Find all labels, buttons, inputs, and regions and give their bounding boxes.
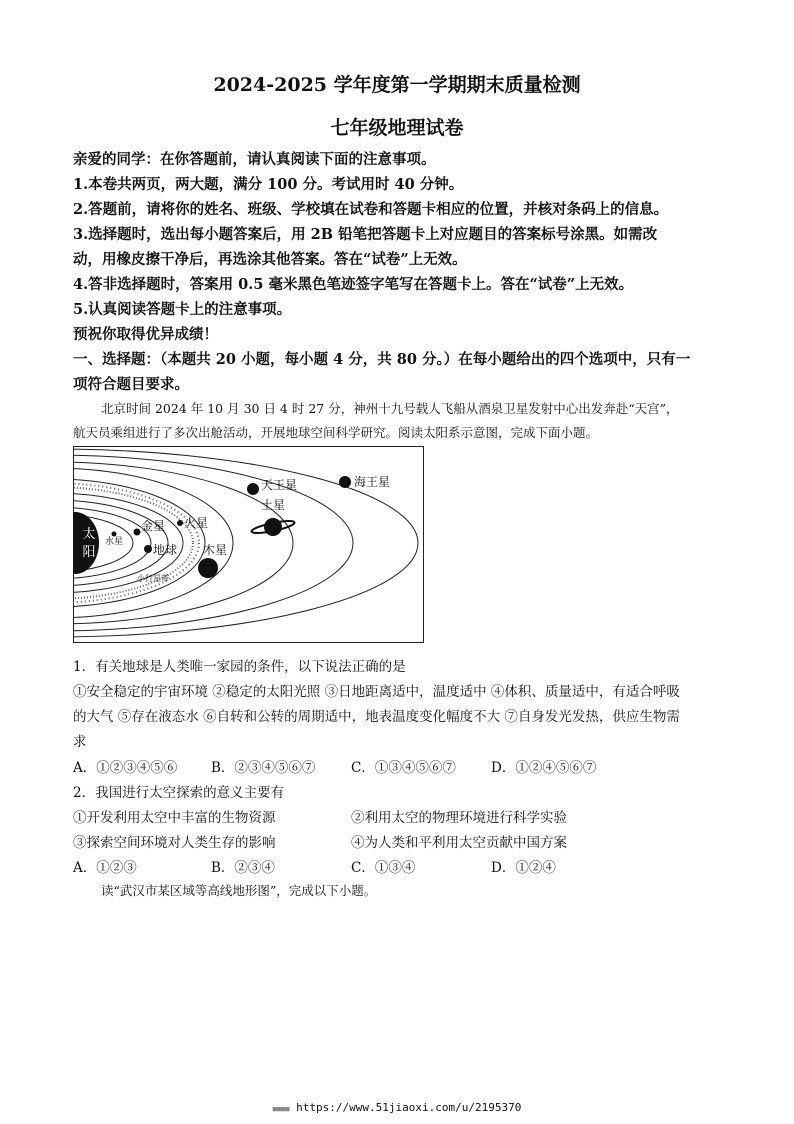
saturn-label-1: 土: [261, 498, 274, 512]
mercury-label: 水星: [105, 537, 124, 547]
passage1-line1: 北京时间 2024 年 10 月 30 日 4 时 27 分，神州十九号载人飞船从酒泉卫星发射中心出发奔赴“天宫”，: [101, 401, 679, 416]
note-4: 4.答非选择题时，答案用 0.5 毫米黑色笔迹签字笔写在答题卡上。答在“试卷”上无效。: [73, 276, 634, 293]
section1-heading-line1: 一、选择题：（本题共 20 小题，每小题 4 分，共 80 分。）在每小题给出的四个选项中，只有一: [73, 351, 691, 368]
q1-line2: 的大气 ⑤存在液态水 ⑥自转和公转的周期适中，地表温度变化幅度不大 ⑦自身发光发热，供应生物需: [73, 709, 680, 725]
q1-option-d[interactable]: D．①②④⑤⑥⑦: [491, 760, 597, 776]
sun-label-1: 太: [82, 527, 96, 542]
passage2: 读“武汉市某区域等高线地形图”，完成以下小题。: [101, 883, 377, 898]
saturn-label-2: 星: [273, 498, 286, 512]
neptune-label: 海王星: [354, 475, 391, 489]
jupiter-label: 木星: [203, 543, 228, 557]
note-5: 5.认真阅读答题卡上的注意事项。: [73, 301, 292, 318]
q2-option-a[interactable]: A．①②③: [73, 860, 137, 876]
asteroid-belt-label: 小行星带: [137, 574, 169, 583]
earth: [144, 545, 152, 553]
solar-system-diagram: [73, 446, 424, 643]
exam-subtitle: 七年级地理试卷: [330, 117, 464, 139]
uranus: [247, 483, 259, 495]
venus-label: 金星: [141, 519, 166, 533]
note-3-line2: 动，用橡皮擦干净后，再选涂其他答案。答在“试卷”上无效。: [73, 251, 467, 268]
section1-heading-line2: 项符合题目要求。: [73, 376, 189, 393]
note-3-line1: 3.选择题时，选出每小题答案后，用 2B 铅笔把答题卡上对应题目的答案标号涂黑。如需改: [73, 226, 658, 243]
venus: [134, 529, 141, 536]
q2-option-d[interactable]: D．①②④: [491, 860, 556, 876]
note-2: 2.答题前，请将你的姓名、班级、学校填在试卷和答题卡相应的位置，并核对条码上的信息。: [73, 201, 669, 218]
q2-option-c[interactable]: C．①③④: [351, 860, 416, 876]
q1-stem: 1．有关地球是人类唯一家园的条件，以下说法正确的是: [73, 659, 406, 675]
q1-option-c[interactable]: C．①③④⑤⑥⑦: [351, 760, 456, 776]
footer-prefix: ■■■■: [272, 1105, 290, 1113]
uranus-label: 天王星: [261, 478, 298, 492]
jupiter: [198, 558, 218, 578]
mars-label: 火星: [184, 516, 209, 530]
mars: [177, 520, 183, 526]
q2-option-b[interactable]: B．②③④: [211, 860, 275, 876]
q1-option-b[interactable]: B．②③④⑤⑥⑦: [211, 760, 316, 776]
earth-label: 地球: [153, 543, 178, 557]
passage1-line2: 航天员乘组进行了多次出舱活动，开展地球空间科学研究。阅读太阳系示意图，完成下面小题。: [73, 425, 599, 440]
notes-intro: 亲爱的同学：在你答题前，请认真阅读下面的注意事项。: [73, 151, 436, 168]
mercury: [112, 532, 117, 537]
note-1: 1.本卷共两页，两大题，满分 100 分。考试用时 40 分钟。: [73, 176, 464, 193]
note-wish: 预祝你取得优异成绩！: [73, 326, 218, 343]
q2-item-3: ③探索空间环境对人类生存的影响: [73, 835, 276, 851]
saturn: [264, 518, 282, 536]
q2-item-4: ④为人类和平利用太空贡献中国方案: [351, 835, 567, 851]
q1-line1: ①安全稳定的宇宙环境 ②稳定的太阳光照 ③日地距离适中，温度适中 ④体积、质量适中，有适合呼吸: [73, 684, 680, 700]
q2-item-1: ①开发利用太空中丰富的生物资源: [73, 810, 276, 826]
footer-url[interactable]: https://www.51jiaoxi.com/u/2195370: [296, 1101, 522, 1114]
q2-stem: 2．我国进行太空探索的意义主要有: [73, 785, 285, 801]
exam-title: 2024-2025 学年度第一学期期末质量检测: [213, 74, 581, 96]
q2-item-2: ②利用太空的物理环境进行科学实验: [351, 810, 567, 826]
sun-label-2: 阳: [82, 545, 96, 560]
q1-option-a[interactable]: A．①②③④⑤⑥: [73, 760, 178, 776]
neptune: [339, 476, 351, 488]
footer-watermark: [0, 1101, 794, 1114]
q1-line3: 求: [73, 734, 87, 750]
